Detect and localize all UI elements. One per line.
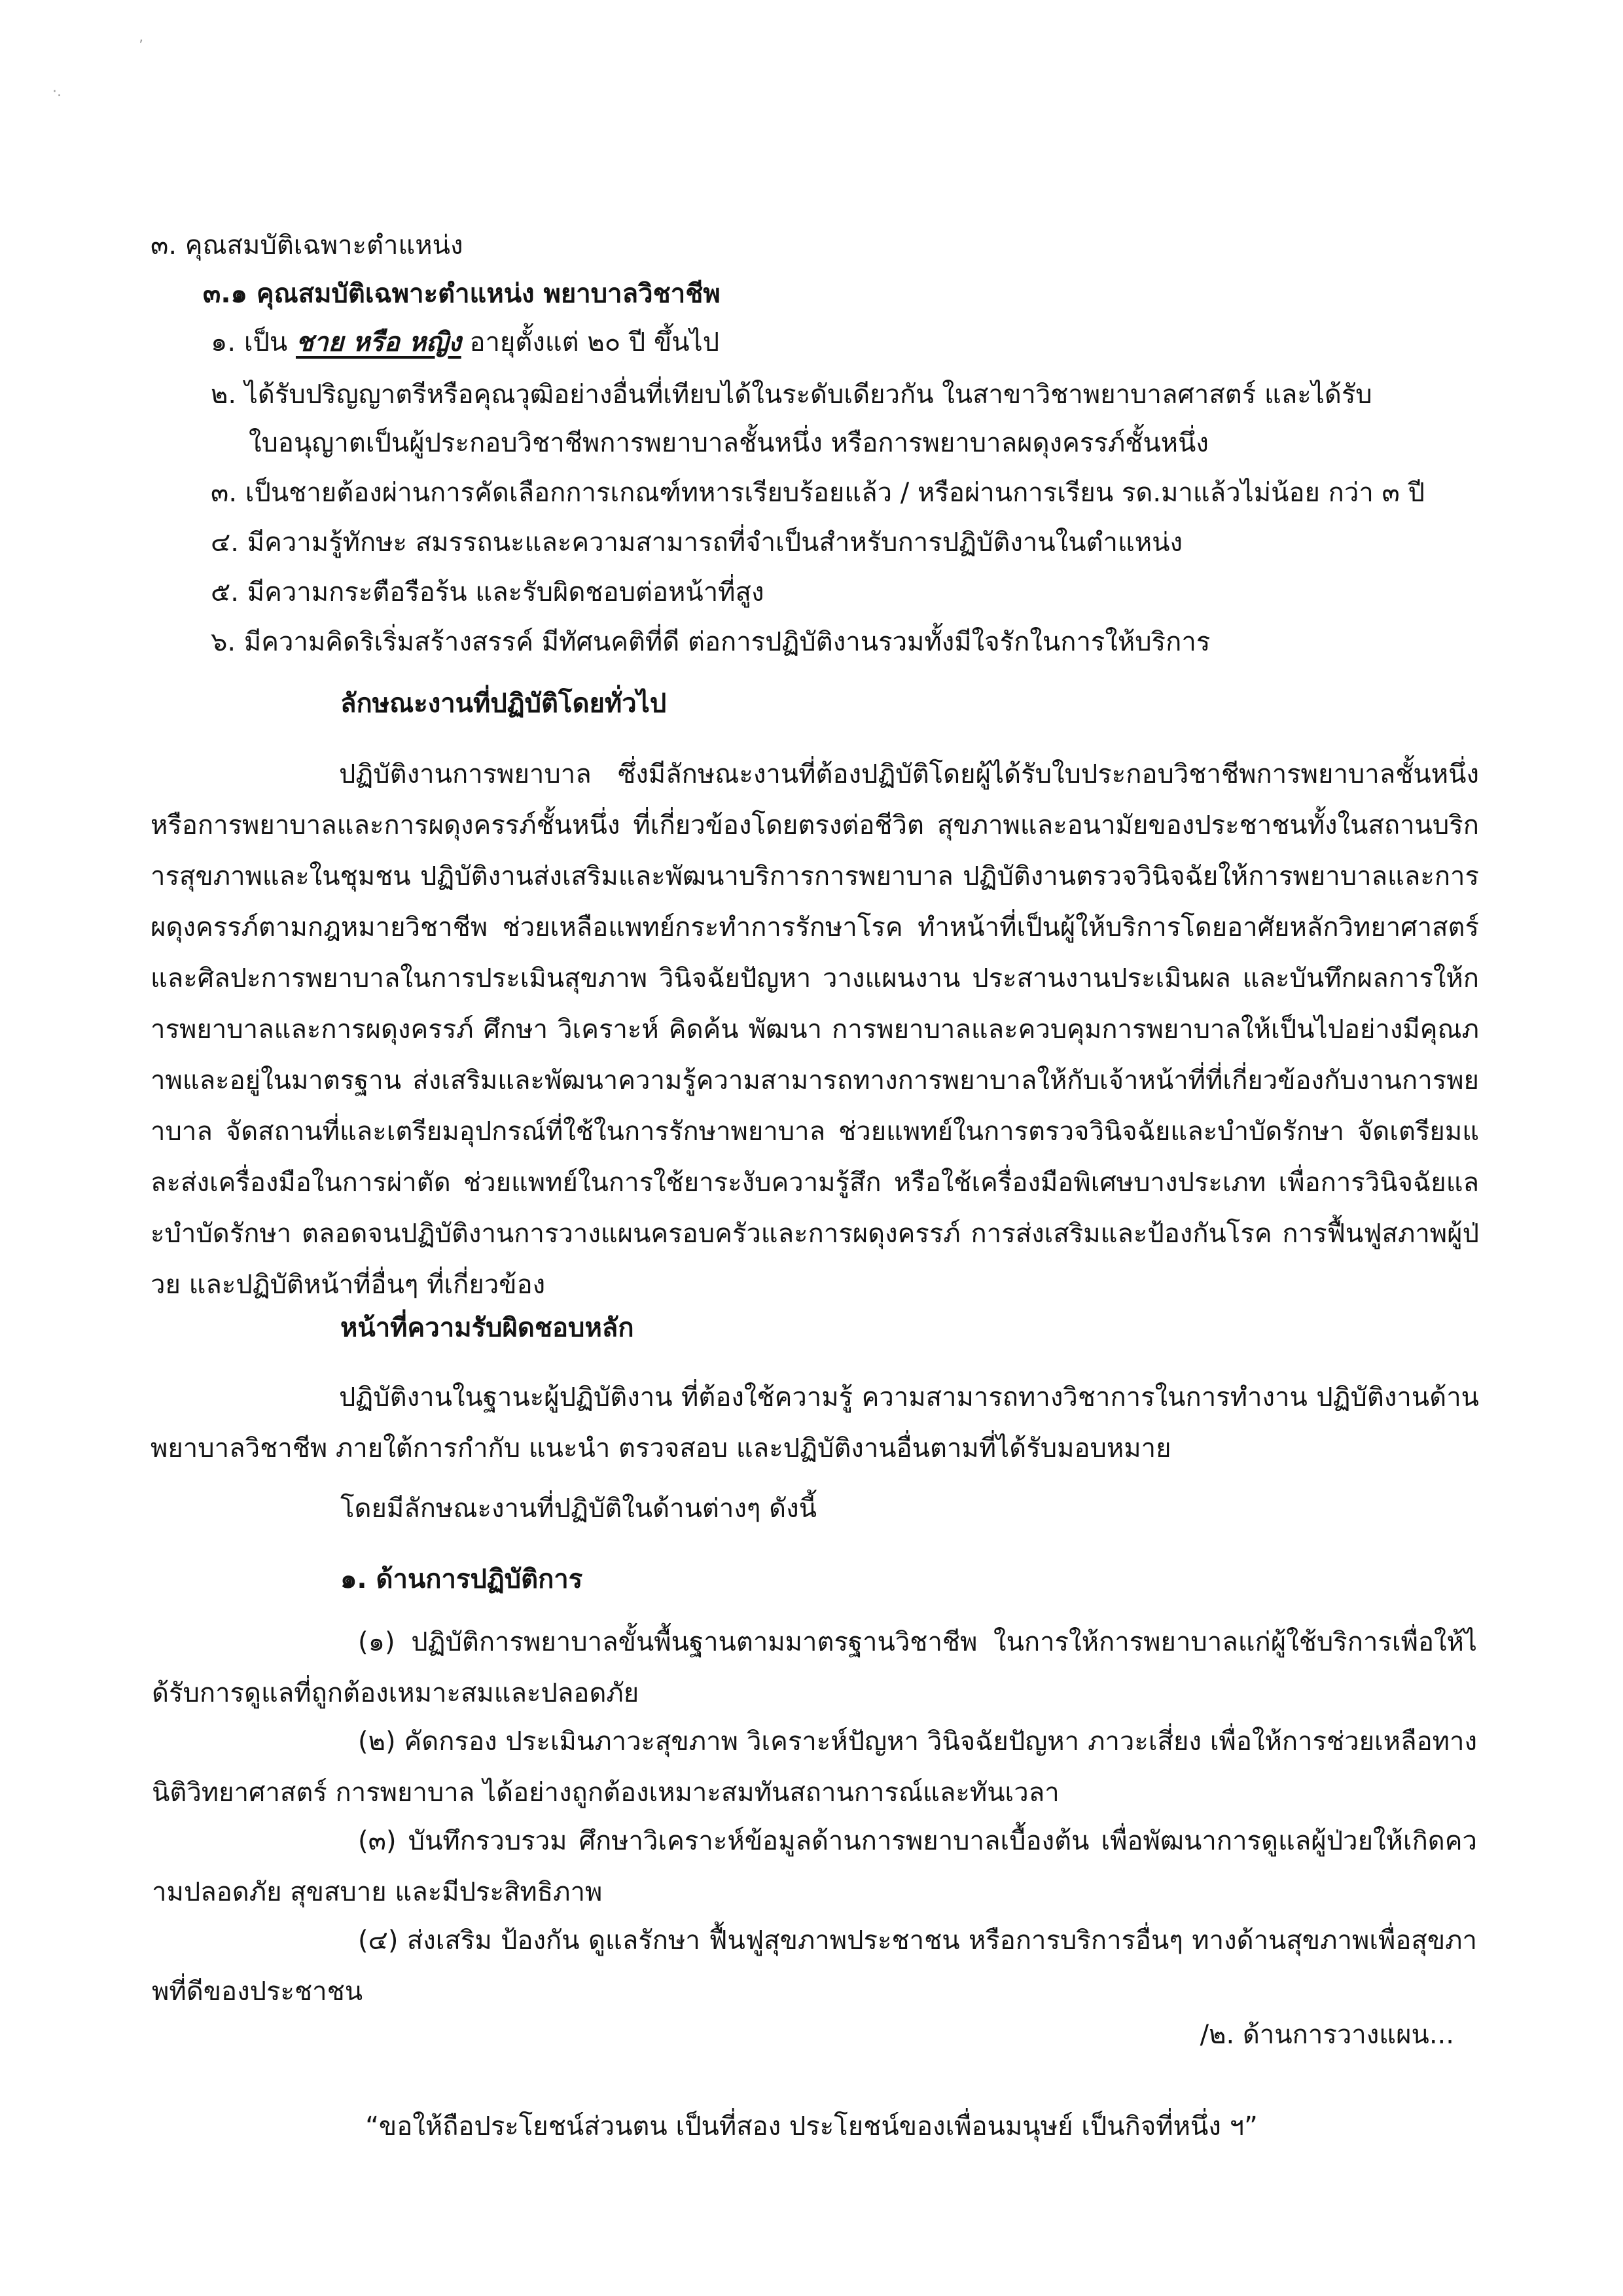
operations-item-4: (๔) ส่งเสริม ป้องกัน ดูแลรักษา ฟื้นฟูสุขภาพประชาชน หรือการบริการอื่นๆ ทางด้านสุขภาพเพื่อสุขภาพที่ดีของประชาชน (152, 1926, 1477, 2007)
qualification-item-2: ๒. ได้รับปริญญาตรีหรือคุณวุฒิอย่างอื่นที่เทียบได้ในระดับเดียวกัน ในสาขาวิชาพยาบาลศาสตร์ และได้รับ (211, 380, 1372, 410)
duties-body: ปฏิบัติงานในฐานะผู้ปฏิบัติงาน ที่ต้องใช้ความรู้ ความสามารถทางวิชาการในการทำงาน ปฏิบัติงานด้านพยาบาลวิชาชีพ ภายใต้การกำกับ แนะนำ ตรวจสอบ และปฏิบัติงานอื่นตามที่ได้รับมอบหมาย (151, 1382, 1479, 1463)
qualification-item-5: ๕. มีความกระตือรือร้น และรับผิดชอบต่อหน้าที่สูง (211, 577, 764, 607)
operations-item-1: (๑) ปฏิบัติการพยาบาลขั้นพื้นฐานตามมาตรฐานวิชาชีพ ในการให้การพยาบาลแก่ผู้ใช้บริการเพื่อให้ได้รับการดูแลที่ถูกต้องเหมาะสมและปลอดภัย (152, 1627, 1477, 1708)
operations-item-2: (๒) คัดกรอง ประเมินภาวะสุขภาพ วิเคราะห์ปัญหา วินิจฉัยปัญหา ภาวะเสี่ยง เพื่อให้การช่วยเหลือทางนิติวิทยาศาสตร์ การพยาบาล ได้อย่างถูกต้องเหมาะสมทันสถานการณ์และทันเวลา (152, 1727, 1477, 1808)
duties-heading: หน้าที่ความรับผิดชอบหลัก (340, 1313, 634, 1343)
qualification-item-1 (211, 317, 719, 368)
sex-requirement: ชาย หรือ หญิง (295, 327, 461, 357)
qualification-item-4: ๔. มีความรู้ทักษะ สมรรถนะและความสามารถที่จำเป็นสำหรับการปฏิบัติงานในตำแหน่ง (211, 528, 1183, 558)
operations-item-3: (๓) บันทึกรวบรวม ศึกษาวิเคราะห์ข้อมูลด้านการพยาบาลเบื้องต้น เพื่อพัฒนาการดูแลผู้ป่วยให้เกิดความปลอดภัย สุขสบาย และมีประสิทธิภาพ (152, 1826, 1477, 1907)
sub-heading: ๓.๑ คุณสมบัติเฉพาะตำแหน่ง พยาบาลวิชาชีพ (203, 279, 721, 309)
scan-mark: ’ (139, 38, 143, 54)
continuation-note: /๒. ด้านการวางแผน... (1200, 2020, 1454, 2050)
qualification-item-3: ๓. เป็นชายต้องผ่านการคัดเลือกการเกณฑ์ทหารเรียบร้อยแล้ว / หรือผ่านการเรียน รด.มาแล้วไม่น้อย กว่า ๓ ปี (211, 478, 1425, 508)
scan-mark: ·. (52, 84, 62, 100)
item-rest: อายุตั้งแต่ ๒๐ ปี ขึ้นไป (469, 327, 720, 357)
general-body: ปฏิบัติงานการพยาบาล ซึ่งมีลักษณะงานที่ต้องปฏิบัติโดยผู้ได้รับใบประกอบวิชาชีพการพยาบาลชั้นหนึ่ง หรือการพยาบาลและการผดุงครรภ์ชั้นหนึ่ง ที่เกี่ยวข้องโดยตรงต่อชีวิต สุขภาพและอนามัยของประชาชนทั้งในสถานบริการสุขภาพและในชุมชน ปฏิบัติงานส่งเสริมและพัฒนาบริการการพยาบาล ปฏิบัติงานตรวจวินิจฉัยให้การพยาบาลและการผดุงครรภ์ตามกฎหมายวิชาชีพ ช่วยเหลือแพทย์กระทำการรักษาโรค ทำหน้าที่เป็นผู้ให้บริการโดยอาศัยหลักวิทยาศาสตร์และศิลปะการพยาบาลในการประเมินสุขภาพ วินิจฉัยปัญหา วางแผนงาน ประสานงานประเมินผล และบันทึกผลการให้การพยาบาลและการผดุงครรภ์ ศึกษา วิเคราะห์ คิดค้น พัฒนา การพยาบาลและควบคุมการพยาบาลให้เป็นไปอย่างมีคุณภาพและอยู่ในมาตรฐาน ส่งเสริมและพัฒนาความรู้ความสามารถทางการพยาบาลให้กับเจ้าหน้าที่ที่เกี่ยวข้องกับงานการพยาบาล จัดสถานที่และเตรียมอุปกรณ์ที่ใช้ในการรักษาพยาบาล ช่วยแพทย์ในการตรวจวินิจฉัยและบำบัดรักษา จัดเตรียมและส่งเครื่องมือในการผ่าตัด ช่วยแพทย์ในการใช้ยาระงับความรู้สึก หรือใช้เครื่องมือพิเศษบางประเภท เพื่อการวินิจฉัยและบำบัดรักษา ตลอดจนปฏิบัติงานการวางแผนครอบครัวและการผดุงครรภ์ การส่งเสริมและป้องกันโรค การฟื้นฟูสภาพผู้ป่วย และปฏิบัติหน้าที่อื่นๆ ที่เกี่ยวข้อง (151, 759, 1479, 1300)
qualification-item-2-cont: ใบอนุญาตเป็นผู้ประกอบวิชาชีพการพยาบาลชั้นหนึ่ง หรือการพยาบาลผดุงครรภ์ชั้นหนึ่ง (249, 428, 1209, 458)
general-heading: ลักษณะงานที่ปฏิบัติโดยทั่วไป (340, 689, 667, 719)
duties-intro: โดยมีลักษณะงานที่ปฏิบัติในด้านต่างๆ ดังนี้ (340, 1494, 817, 1524)
qualification-item-6: ๖. มีความคิดริเริ่มสร้างสรรค์ มีทัศนคติที่ดี ต่อการปฏิบัติงานรวมทั้งมีใจรักในการให้บริการ (211, 627, 1211, 657)
motto-footer: “ขอให้ถือประโยชน์ส่วนตน เป็นที่สอง ประโยชน์ของเพื่อนมนุษย์ เป็นกิจที่หนึ่ง ฯ” (365, 2111, 1258, 2142)
section-heading: ๓. คุณสมบัติเฉพาะตำแหน่ง (151, 230, 463, 260)
operations-heading: ๑. ด้านการปฏิบัติการ (340, 1564, 583, 1594)
item-prefix: ๑. เป็น (211, 327, 288, 357)
